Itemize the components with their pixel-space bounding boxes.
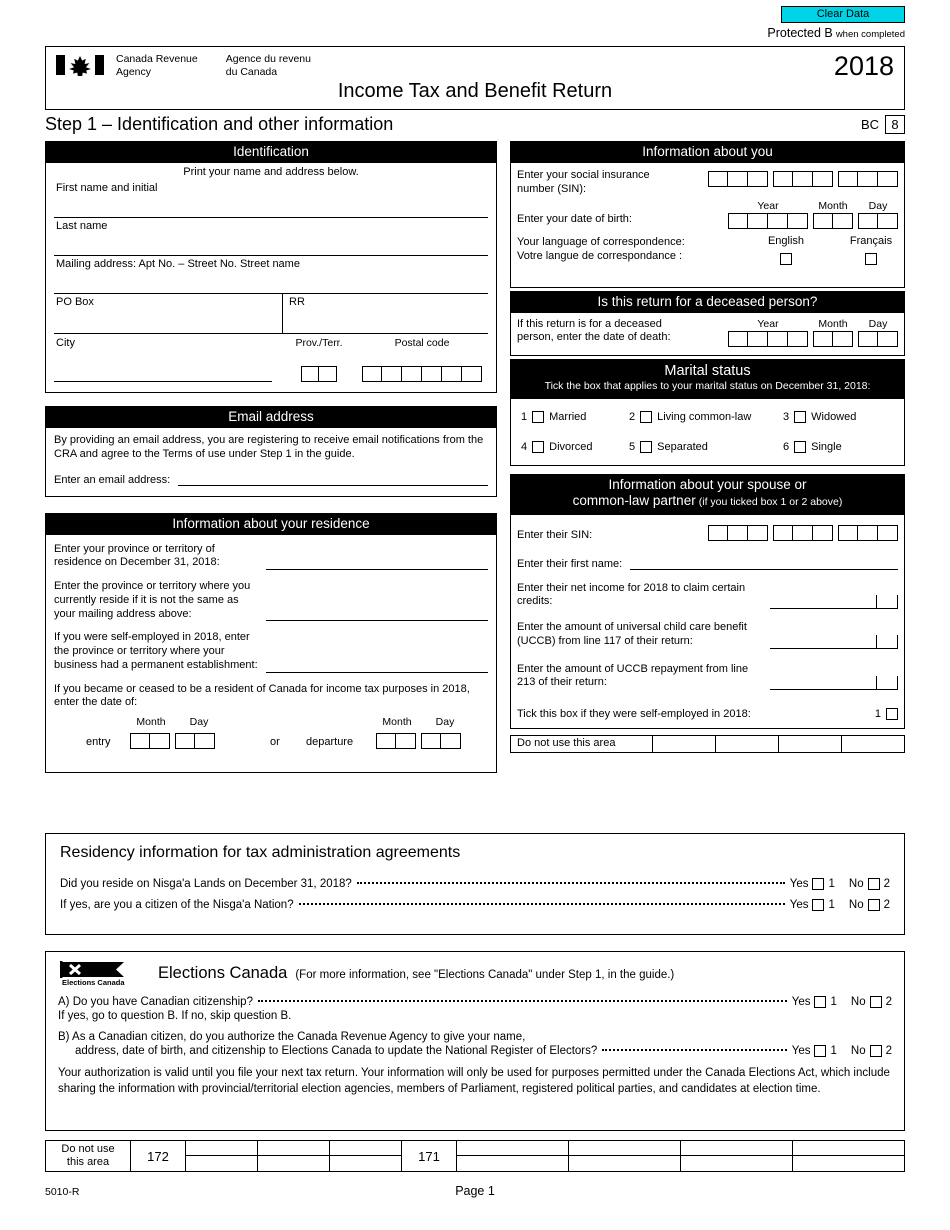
residency-section: [45, 833, 905, 935]
residency-q2-yes-no: Yes 1 No 2: [789, 899, 890, 911]
residence-q2-field[interactable]: [266, 607, 488, 621]
bottom-cell[interactable]: [457, 1141, 569, 1156]
entry-month-label: Month: [136, 716, 166, 729]
elections-title: Elections Canada: [158, 963, 288, 982]
spouse-net-income-field[interactable]: [770, 593, 898, 609]
language-area: [517, 235, 898, 279]
spouse-uccb-field[interactable]: [770, 633, 898, 649]
common-law-checkbox[interactable]: [640, 411, 652, 423]
email-section: [45, 406, 497, 497]
marital-header: Marital status: [664, 362, 751, 379]
francais-label: Français: [849, 234, 893, 247]
divorced-checkbox[interactable]: [532, 441, 544, 453]
departure-day-label: Day: [435, 716, 455, 729]
spouse-first-name-label: Enter their first name:: [517, 557, 623, 570]
print-note: Print your name and address below.: [183, 166, 359, 178]
deceased-section: [510, 291, 905, 356]
spouse-first-name-field[interactable]: [630, 557, 898, 570]
bottom-cell[interactable]: [569, 1156, 681, 1171]
elections-qa-label: A) Do you have Canadian citizenship?: [58, 996, 253, 1008]
protected-line: [767, 26, 905, 40]
spouse-header-note: (if you ticked box 1 or 2 above): [698, 496, 843, 509]
marital-option-single[interactable]: 6 Single: [783, 441, 842, 454]
residency-q1-label: Did you reside on Nisga'a Lands on December 31, 2018?: [60, 878, 352, 890]
bottom-cell[interactable]: [186, 1141, 258, 1156]
city-label: City: [56, 337, 75, 349]
sin-field[interactable]: [708, 171, 898, 187]
language-label-fr: Votre langue de correspondance :: [517, 249, 683, 262]
identification-section: [45, 141, 497, 393]
elections-qa-no-checkbox[interactable]: [870, 996, 882, 1008]
bottom-cell[interactable]: [186, 1156, 258, 1171]
bottom-cell[interactable]: [258, 1141, 330, 1156]
sin-label: Enter your social insurance number (SIN):: [517, 169, 650, 195]
bottom-code-172: 172: [131, 1141, 186, 1171]
about-you-section: [510, 141, 905, 288]
do-not-use-cell: [653, 736, 716, 752]
do-not-use-label: Do not use this area: [511, 736, 653, 752]
spouse-sin-label: Enter their SIN:: [517, 528, 593, 541]
residence-header: Information about your residence: [46, 514, 496, 535]
bottom-cell[interactable]: [330, 1141, 402, 1156]
deceased-header: Is this return for a deceased person?: [511, 292, 904, 313]
residence-q3-label: If you were self-employed in 2018, enter the province or territory where your business had a permanent establishment:: [54, 631, 258, 671]
dob-date-labels: Year Month Day: [757, 199, 888, 212]
marital-option-common-law[interactable]: 2 Living common-law: [629, 411, 752, 424]
elections-section: [45, 951, 905, 1131]
spouse-self-employed-label: Tick this box if they were self-employed in 2018:: [517, 708, 751, 721]
bottom-cell[interactable]: [569, 1141, 681, 1156]
marital-section: [510, 359, 905, 467]
residency-q1-no-checkbox[interactable]: [868, 878, 880, 890]
svg-text:Elections Canada: Elections Canada: [62, 978, 125, 986]
residency-q1-yes-no: Yes 1 No 2: [789, 878, 890, 890]
spouse-section: [510, 474, 905, 729]
rr-label: RR: [289, 296, 305, 308]
elections-qa-subtext: If yes, go to question B. If no, skip question B.: [58, 1010, 292, 1022]
postal-code-field[interactable]: [362, 366, 482, 382]
english-label: English: [767, 234, 805, 247]
first-name-label: First name and initial: [56, 182, 158, 194]
spouse-net-income-label: Enter their net income for 2018 to claim certain credits:: [517, 581, 746, 608]
last-name-label: Last name: [56, 220, 108, 232]
bottom-cell[interactable]: [793, 1141, 904, 1156]
email-label: Enter an email address:: [54, 473, 171, 486]
step1-row: [45, 114, 905, 135]
residence-q1-label: Enter your province or territory of residence on December 31, 2018:: [54, 542, 220, 569]
first-name-field[interactable]: [54, 180, 488, 218]
elections-qa-yes-no: Yes 1 No 2: [791, 996, 892, 1008]
departure-month-label: Month: [382, 716, 412, 729]
bottom-do-not-use-label: Do not use this area: [46, 1141, 131, 1171]
mailing-address-field[interactable]: [54, 256, 488, 294]
step1-heading: Step 1 – Identification and other information: [45, 114, 394, 134]
elections-qb-yes-checkbox[interactable]: [814, 1045, 826, 1057]
marital-subtext: Tick the box that applies to your marital status on December 31, 2018:: [544, 379, 871, 392]
elections-qb-no-checkbox[interactable]: [870, 1045, 882, 1057]
entry-date-field[interactable]: [130, 733, 215, 749]
po-box-label: PO Box: [56, 296, 94, 308]
residence-q4-label: If you became or ceased to be a resident of Canada for income tax purposes in 2018, enter the date of:: [54, 682, 470, 709]
left-column: [45, 141, 497, 773]
elections-canada-logo: [58, 960, 146, 986]
entry-day-label: Day: [189, 716, 209, 729]
about-you-header: Information about you: [511, 142, 904, 163]
or-label: or: [270, 736, 280, 749]
elections-footer: Your authorization is valid until you file your next tax return. Your information will only be used for purposes permitted under the Canada Elections Act, which include sharing the information with provincial/territorial election agencies, members of Parliament, registered political parties, and candidates at election time.: [58, 1067, 890, 1095]
province-code: BC: [860, 117, 879, 132]
francais-checkbox[interactable]: [865, 253, 877, 265]
marital-options: [511, 399, 904, 465]
do-not-use-cell: [716, 736, 779, 752]
deceased-label: If this return is for a deceased person, enter the date of death:: [517, 317, 671, 344]
residence-q3-field[interactable]: [266, 659, 488, 673]
postal-label: Postal code: [394, 337, 450, 349]
elections-qb-line2: address, date of birth, and citizenship to Elections Canada to update the National Register of Electors?: [75, 1045, 598, 1057]
residence-section: [45, 513, 497, 774]
agency-name-fr: Agence du revenu du Canada: [225, 53, 311, 78]
elections-qb-yes-no: Yes 1 No 2: [791, 1045, 892, 1057]
residency-q2-no-checkbox[interactable]: [868, 899, 880, 911]
page-number: Page 1: [455, 1184, 495, 1198]
city-field[interactable]: [54, 368, 272, 382]
dob-label: Enter your date of birth:: [517, 212, 632, 225]
residency-q2-label: If yes, are you a citizen of the Nisga'a Nation?: [60, 899, 294, 911]
rr-field[interactable]: [282, 294, 488, 333]
form-code: 5010-R: [45, 1186, 80, 1198]
departure-date-field[interactable]: [376, 733, 461, 749]
language-label-en: Your language of correspondence:: [517, 235, 685, 248]
form-title: Income Tax and Benefit Return: [337, 80, 613, 102]
tax-year: 2018: [833, 51, 894, 81]
spouse-uccb-label: Enter the amount of universal child care benefit (UCCB) from line 117 of their return:: [517, 621, 747, 647]
spouse-self-employed-checkbox[interactable]: [886, 708, 898, 720]
bottom-cell[interactable]: [258, 1156, 330, 1171]
bottom-cell[interactable]: [457, 1156, 569, 1171]
marital-option-divorced[interactable]: 4 Divorced: [521, 441, 593, 454]
province-number-box[interactable]: 8: [885, 115, 905, 134]
widowed-checkbox[interactable]: [794, 411, 806, 423]
email-field[interactable]: [178, 472, 488, 486]
leader-dots: [258, 1000, 787, 1002]
bottom-cell[interactable]: [793, 1156, 904, 1171]
bottom-cell[interactable]: [330, 1156, 402, 1171]
residency-header: Residency information for tax administration agreements: [60, 844, 461, 861]
prov-label: Prov./Terr.: [295, 337, 343, 349]
spouse-sin-field[interactable]: [708, 525, 898, 541]
leader-dots: [357, 882, 785, 884]
do-not-use-cell: [842, 736, 904, 752]
clear-data-button[interactable]: Clear Data: [781, 6, 905, 23]
dob-field[interactable]: [728, 213, 898, 229]
single-checkbox[interactable]: [794, 441, 806, 453]
spouse-self-employed-num: 1: [874, 708, 881, 721]
protected-label: Protected B: [767, 26, 833, 40]
do-not-use-strip: [510, 735, 905, 753]
last-name-field[interactable]: [54, 218, 488, 256]
elections-qa-yes-checkbox[interactable]: [814, 996, 826, 1008]
elections-note: (For more information, see "Elections Canada" under Step 1, in the guide.): [295, 968, 675, 981]
mailing-address-label: Mailing address: Apt No. – Street No. Street name: [56, 258, 300, 270]
entry-label: entry: [86, 736, 111, 749]
elections-qb-line1: B) As a Canadian citizen, do you authorize the Canada Revenue Agency to give your name,: [58, 1031, 526, 1043]
residence-q2-label: Enter the province or territory where you currently reside if it is not the same as your mailing address above:: [54, 580, 251, 620]
bottom-cell[interactable]: [681, 1141, 793, 1156]
residence-q1-field[interactable]: [266, 556, 488, 570]
death-date-labels: Year Month Day: [757, 317, 888, 330]
form-header: [45, 46, 905, 110]
spouse-header-line2: common-law partner: [572, 493, 696, 509]
residency-q2-yes-checkbox[interactable]: [812, 899, 824, 911]
marital-option-widowed[interactable]: 3 Widowed: [783, 411, 857, 424]
bottom-cell[interactable]: [681, 1156, 793, 1171]
canada-flag-icon: [56, 55, 104, 77]
departure-label: departure: [306, 736, 354, 749]
do-not-use-cell: [779, 736, 842, 752]
separated-checkbox[interactable]: [640, 441, 652, 453]
spouse-uccb-repay-field[interactable]: [770, 674, 898, 690]
leader-dots: [602, 1049, 786, 1051]
leader-dots: [299, 903, 785, 905]
agency-name-en: Canada Revenue Agency: [116, 53, 198, 78]
bottom-admin-table: [45, 1140, 905, 1172]
english-checkbox[interactable]: [780, 253, 792, 265]
residency-q1-yes-checkbox[interactable]: [812, 878, 824, 890]
identification-header: Identification: [46, 142, 496, 163]
spouse-uccb-repay-label: Enter the amount of UCCB repayment from line 213 of their return:: [517, 662, 749, 689]
protected-suffix: when completed: [835, 29, 905, 40]
email-header: Email address: [46, 407, 496, 428]
prov-field[interactable]: [301, 366, 337, 382]
right-column: [510, 141, 905, 753]
entry-departure-area: [54, 714, 488, 762]
spouse-header-line1: Information about your spouse or: [608, 477, 807, 493]
married-checkbox[interactable]: [532, 411, 544, 423]
email-body: By providing an email address, you are registering to receive email notifications from the CRA and agree to the Terms of use under Step 1 in the guide.: [54, 434, 484, 461]
marital-option-married[interactable]: 1 Married: [521, 411, 587, 424]
death-date-field[interactable]: [728, 331, 898, 347]
bottom-code-171: 171: [402, 1141, 457, 1171]
po-box-field[interactable]: [54, 294, 282, 333]
marital-option-separated[interactable]: 5 Separated: [629, 441, 708, 454]
